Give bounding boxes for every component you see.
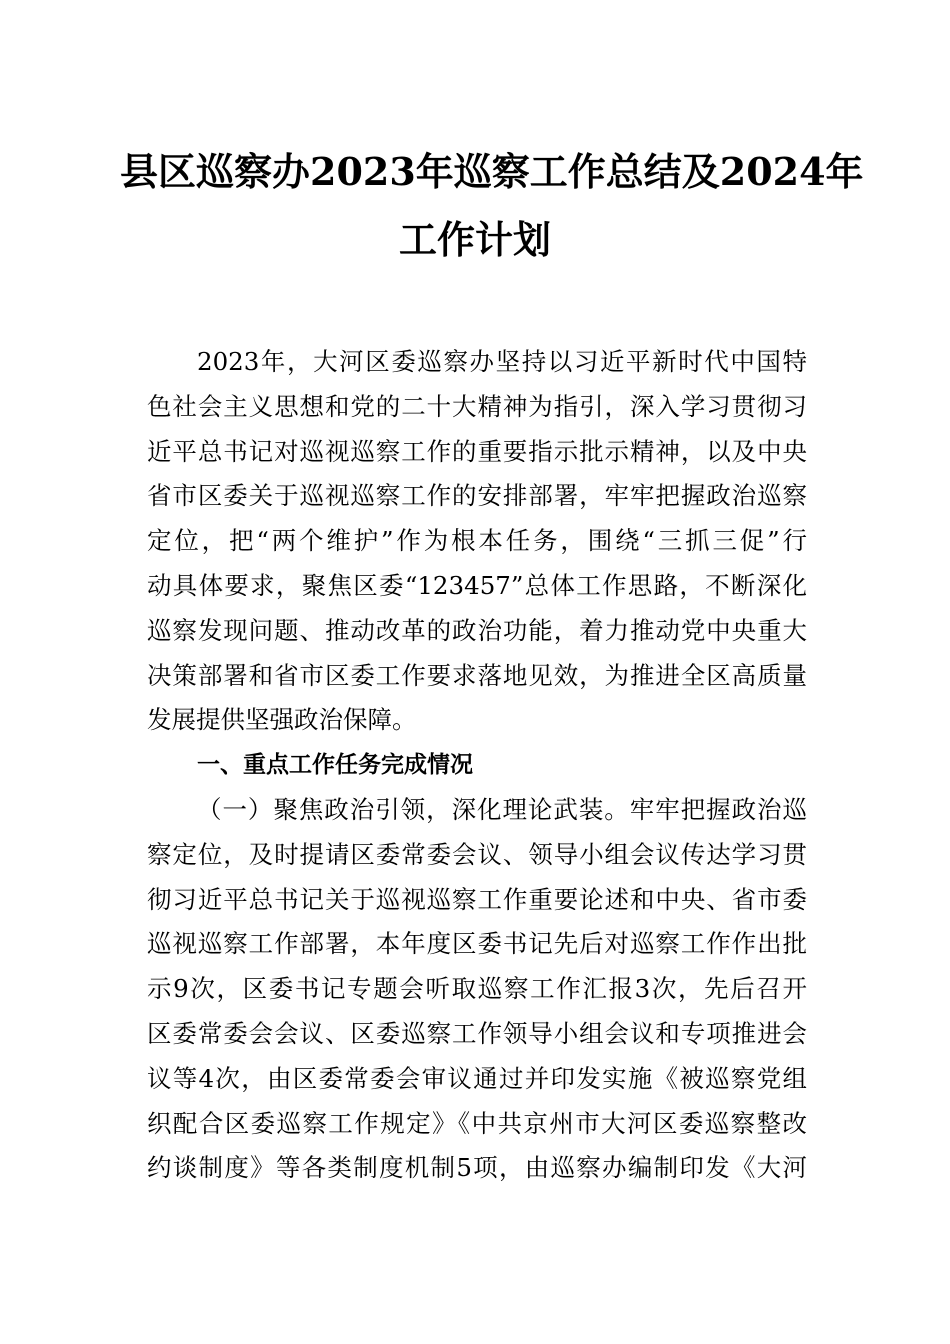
document-title-line-2: 工作计划 <box>398 217 551 262</box>
section-line: 区委常委会会议、区委巡察工作领导小组会议和专项推进会 <box>147 1018 807 1048</box>
intro-line: 巡察发现问题、推动改革的政治功能，着力推动党中央重大 <box>147 615 807 645</box>
intro-line: 2023年，大河区委巡察办坚持以习近平新时代中国特 <box>197 347 807 376</box>
section-line: 约谈制度》等各类制度机制5项，由巡察办编制印发《大河 <box>147 1153 807 1183</box>
intro-line: 色社会主义思想和党的二十大精神为指引，深入学习贯彻习 <box>147 391 807 421</box>
intro-line: 近平总书记对巡视巡察工作的重要指示批示精神，以及中央 <box>147 436 807 466</box>
section-line: 巡视巡察工作部署，本年度区委书记先后对巡察工作作出批 <box>147 929 807 959</box>
intro-line: 省市区委关于巡视巡察工作的安排部署，牢牢把握政治巡察 <box>147 481 807 511</box>
intro-line: 决策部署和省市区委工作要求落地见效，为推进全区高质量 <box>147 660 807 690</box>
section-line: 彻习近平总书记关于巡视巡察工作重要论述和中央、省市委 <box>147 884 807 914</box>
intro-line: 动具体要求，聚焦区委“123457”总体工作思路，不断深化 <box>147 570 807 600</box>
document-title-line-1: 县区巡察办2023年巡察工作总结及2024年 <box>120 149 864 194</box>
intro-line: 定位，把“两个维护”作为根本任务，围绕“三抓三促”行 <box>147 526 807 556</box>
section-line: 织配合区委巡察工作规定》《中共京州市大河区委巡察整改 <box>147 1108 807 1138</box>
section-line: 示9次，区委书记专题会听取巡察工作汇报3次，先后召开 <box>147 974 807 1004</box>
section-heading: 一、重点工作任务完成情况 <box>197 752 473 779</box>
intro-line: 发展提供坚强政治保障。 <box>147 705 417 735</box>
section-line: 议等4次，由区委常委会审议通过并印发实施《被巡察党组 <box>147 1063 807 1093</box>
document-body <box>147 340 807 1191</box>
section-line: （一）聚焦政治引领，深化理论武装。牢牢把握政治巡 <box>197 794 807 824</box>
section-line: 察定位，及时提请区委常委会议、领导小组会议传达学习贯 <box>147 839 807 869</box>
